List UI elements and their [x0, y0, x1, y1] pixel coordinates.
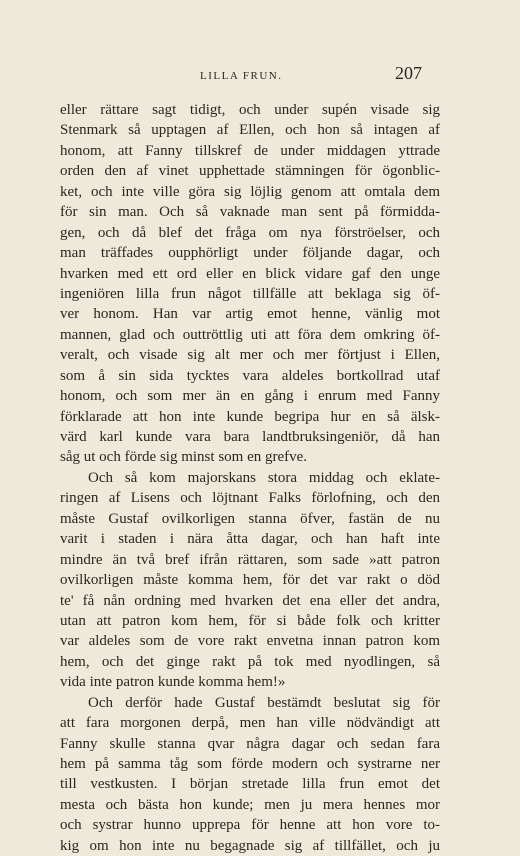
- text-line: ovilkorligen måste komma hem, för det var rakt o död: [60, 572, 440, 589]
- text-line: honom, att Fanny tillskref de under middagen yttrade: [60, 142, 440, 159]
- text-line: och systrar hunno upprepa för henne att hon vore to-: [60, 817, 440, 834]
- text-line: kig om hon inte nu begagnade sig af tillfället, och ju: [60, 837, 440, 854]
- text-line: eller rättare sagt tidigt, och under supén visade sig: [60, 102, 440, 118]
- text-line: Och derför hade Gustaf bestämdt beslutat sig för: [88, 694, 440, 711]
- text-line: ingeniören lilla frun något tillfälle att beklaga sig öf-: [60, 285, 440, 302]
- text-line: ket, och inte ville göra sig löjlig genom att omtala dem: [60, 183, 440, 200]
- text-line: hvarken med ett ord eller en blick vidare gaf den unge: [60, 265, 440, 282]
- text-line: värd karl kunde vara bara landtbruksingeniör, då han: [60, 429, 440, 445]
- text-line: Stenmark så upptagen af Ellen, och hon så intagen af: [60, 122, 440, 139]
- text-line: mannen, glad och outtröttlig uti att föra dem omkring öf-: [60, 326, 440, 343]
- text-line: såg ut och förde sig minst som en grefve.: [60, 449, 308, 466]
- text-line: orden den af vinet upphettade stämningen för ögonblic-: [60, 163, 440, 180]
- text-line: man träffades oupphörligt under följande dagar, och: [60, 245, 440, 262]
- text-line: ver honom. Han var artig emot henne, vänlig mot: [60, 306, 440, 323]
- text-line: till vestkusten. I början stretade lilla frun emot det: [60, 776, 440, 793]
- page-number: 207: [395, 63, 422, 83]
- text-line: förklarade att hon inte kunde begripa hur en så älsk-: [60, 408, 440, 425]
- text-line: veralt, och visade sig alt mer och mer förtjust i Ellen,: [60, 347, 440, 364]
- text-line: ringen af Lisens och löjtnant Falks förlofning, och den: [60, 490, 440, 507]
- text-line: måste Gustaf ovilkorligen stanna öfver, fastän de nu: [60, 510, 440, 527]
- text-line: Fanny skulle stanna qvar några dagar och sedan fara: [60, 735, 440, 752]
- running-title: LILLA FRUN.: [200, 70, 283, 82]
- text-line: utan att patron kom hem, för si både folk och kritter: [60, 612, 440, 629]
- text-line: gen, och då blef det fråga om nya förströelser, och: [60, 224, 440, 241]
- text-line: hem, och det ginge rakt på tok med nyodlingen, så: [60, 653, 440, 670]
- text-line: som å sin sida tycktes vara aldeles bortkollrad utaf: [60, 367, 440, 384]
- text-line: mesta och bästa hon kunde; men ju mera hennes mor: [60, 796, 440, 813]
- text-line: honom, och som mer än en gång i enrum med Fanny: [60, 388, 440, 405]
- text-line: att fara morgonen derpå, men han ville nödvändigt att: [60, 715, 440, 732]
- text-line: vida inte patron kunde komma hem!»: [60, 674, 286, 691]
- text-line: Och så kom majorskans stora middag och eklate-: [88, 469, 440, 486]
- body-text: [60, 100, 440, 856]
- text-line: varit i staden i nära åtta dagar, och han haft inte: [60, 531, 440, 548]
- text-line: var aldeles som de vore rakt envetna innan patron kom: [60, 633, 440, 650]
- text-line: för sin man. Och så vaknade man sent på förmidda-: [60, 204, 440, 221]
- text-line: mindre än två bref ifrån rättaren, som sade »att patron: [60, 551, 440, 568]
- text-line: te' få nån ordning med hvarken det ena eller det andra,: [60, 592, 440, 609]
- text-line: hem på samma tåg som förde modern och systrarne ner: [60, 756, 440, 772]
